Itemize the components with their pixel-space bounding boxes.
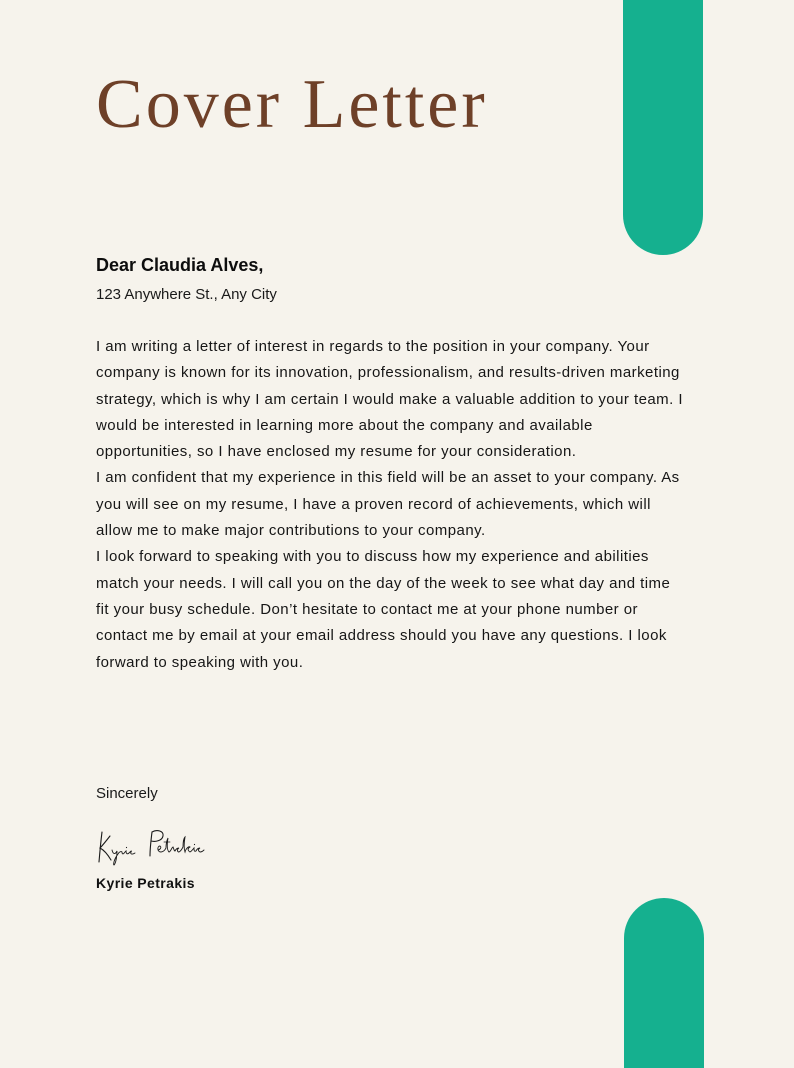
page-title: Cover Letter bbox=[96, 66, 488, 143]
body-paragraph: I look forward to speaking with you to discuss how my experience and abilities match your needs. I will call you on the day of the week to see what day and time fit your busy schedule. Don’t hesitate to contact me at your phone number or contact me by email at your email address should you have any questions. I look forward to speaking with you. bbox=[96, 548, 671, 671]
body-paragraph: I am confident that my experience in this field will be an asset to your company. As you will see on my resume, I have a proven record of achievements, which will allow me to make major contributions to your company. bbox=[96, 469, 680, 540]
salutation: Dear Claudia Alves, bbox=[96, 255, 264, 275]
body-paragraph: I am writing a letter of interest in regards to the position in your company. Your company is known for its innovation, professionalism, and results-driven marketing strategy, which is why I am certain I would make a valuable addition to your team. I would be interested in learning more about the company and available opportunities, so I have enclosed my resume for your consideration. bbox=[96, 338, 683, 461]
closing: Sincerely bbox=[96, 785, 158, 802]
signer-name: Kyrie Petrakis bbox=[96, 875, 195, 891]
recipient-address: 123 Anywhere St., Any City bbox=[96, 286, 277, 303]
accent-bar-bottom bbox=[624, 898, 704, 1068]
accent-bar-top bbox=[623, 0, 703, 255]
letter-body bbox=[96, 334, 686, 676]
signature-image bbox=[94, 826, 206, 866]
